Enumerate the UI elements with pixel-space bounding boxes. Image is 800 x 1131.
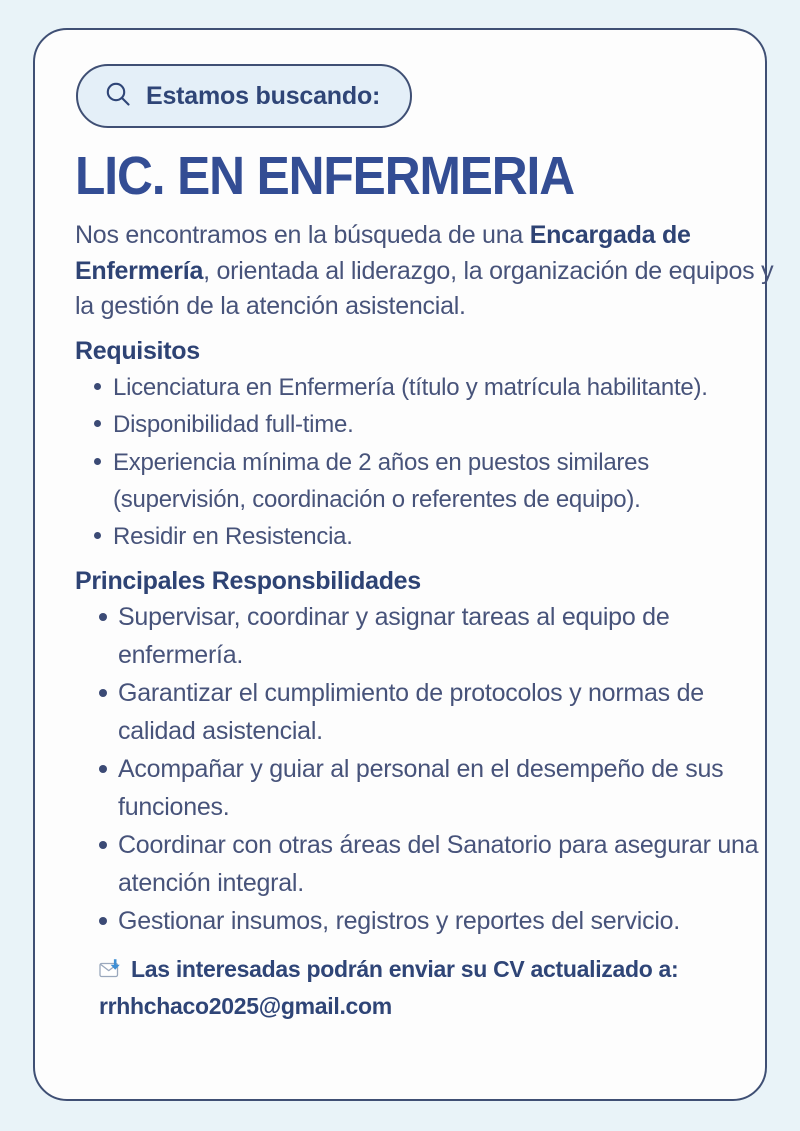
list-item: Licenciatura en Enfermería (título y matrícula habilitante).: [61, 369, 721, 406]
requirements-list: [61, 369, 739, 556]
page-title: LIC. EN ENFERMERIA: [75, 146, 575, 206]
contact-heading-line: [99, 954, 779, 986]
contact-email[interactable]: rrhhchaco2025@gmail.com: [99, 992, 392, 1019]
search-icon: [104, 80, 132, 113]
responsibilities-list: [61, 598, 759, 940]
contact-section: [99, 954, 779, 1022]
list-item: Experiencia mínima de 2 años en puestos similares (supervisión, coordinación o referentes de equipo).: [61, 444, 721, 519]
list-item: Supervisar, coordinar y asignar tareas al equipo de enfermería.: [61, 598, 767, 674]
intro-paragraph: [75, 218, 781, 325]
intro-text-before: Nos encontramos en la búsqueda de una: [75, 221, 530, 250]
job-posting-card: [33, 28, 774, 1101]
intro-emphasis: Encargada de Enfermería: [75, 221, 691, 285]
list-item: Acompañar y guiar al personal en el desempeño de sus funciones.: [61, 750, 767, 826]
list-item: Coordinar con otras áreas del Sanatorio para asegurar una atención integral.: [61, 826, 767, 902]
list-item: Gestionar insumos, registros y reportes del servicio.: [61, 902, 767, 940]
list-item: Residir en Resistencia.: [61, 518, 721, 555]
responsibilities-heading: Principales Responsbilidades: [75, 566, 421, 595]
searching-badge-label: Estamos buscando:: [146, 81, 381, 110]
contact-heading: Las interesadas podrán enviar su CV actualizado a:: [131, 955, 679, 982]
requirements-heading: Requisitos: [75, 336, 200, 365]
list-item: Garantizar el cumplimiento de protocolos y normas de calidad asistencial.: [61, 674, 767, 750]
incoming-envelope-icon: [99, 958, 124, 984]
list-item: Disponibilidad full-time.: [61, 406, 721, 443]
searching-badge: [76, 64, 412, 128]
intro-text-after: , orientada al liderazgo, la organización de equipos y la gestión de la atención asistencial.: [75, 256, 774, 321]
